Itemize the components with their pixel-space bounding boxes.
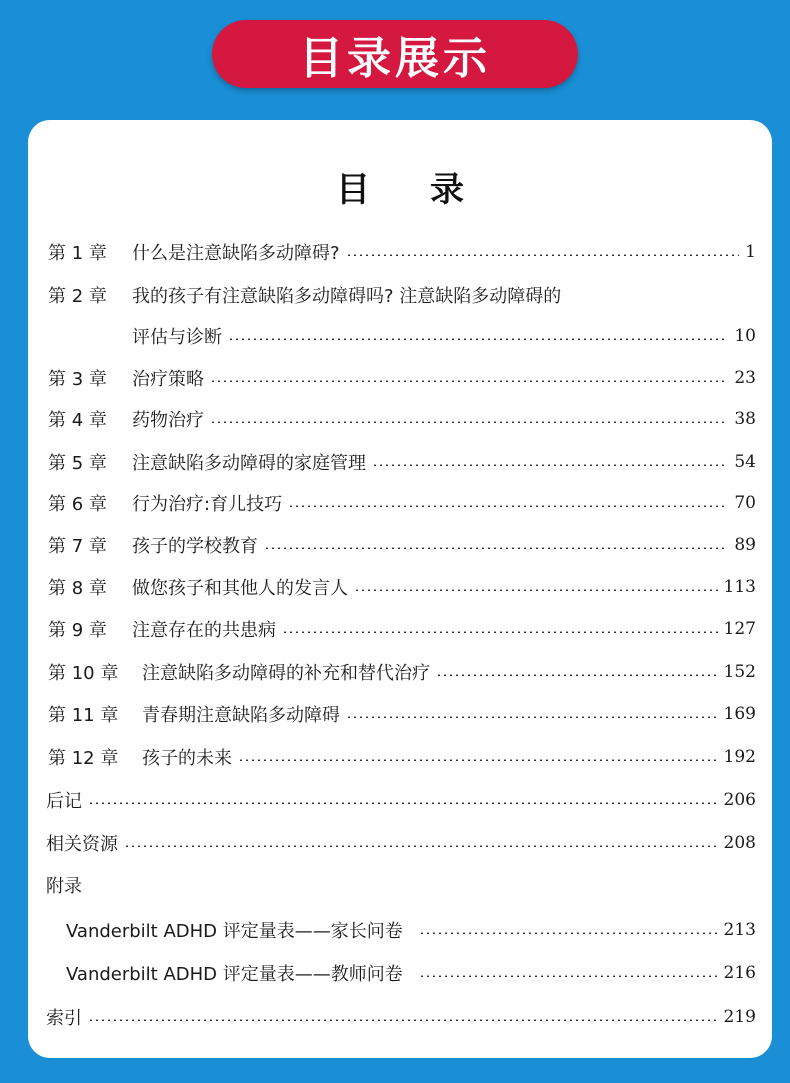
toc-entry: 第 4 章 药物治疗 38 [48,409,756,431]
toc-entry: 第 5 章 注意缺陷多动障碍的家庭管理 54 [48,452,756,474]
toc-entry: 相关资源 208 [46,833,756,855]
toc-entry: 附录 [46,876,82,897]
toc-card [28,120,772,1058]
leader-dots [436,674,718,676]
banner [212,20,578,88]
toc-entry: 第 11 章 青春期注意缺陷多动障碍 169 [48,704,756,726]
leader-dots [88,802,718,804]
toc-entry: 第 6 章 行为治疗:育儿技巧 70 [48,493,756,515]
leader-dots [124,845,718,847]
toc-entry: 第 12 章 孩子的未来 192 [48,747,756,769]
toc-entry: 第 1 章 什么是注意缺陷多动障碍? 1 [48,242,756,264]
leader-dots [354,589,718,591]
toc-entry: 第 8 章 做您孩子和其他人的发言人 113 [48,577,756,599]
leader-dots [282,631,718,633]
toc-entry: 第 9 章 注意存在的共患病 127 [48,619,756,641]
leader-dots [372,464,728,466]
toc-entry: Vanderbilt ADHD 评定量表——家长问卷 213 [66,920,756,942]
toc-entry: 第 3 章 治疗策略 23 [48,368,756,390]
toc-heading: 目 录 [336,170,464,210]
toc-entry: Vanderbilt ADHD 评定量表——教师问卷 216 [66,963,756,985]
toc-entry: 第 10 章 注意缺陷多动障碍的补充和替代治疗 152 [48,662,756,684]
leader-dots [228,338,728,340]
toc-entry: 后记 206 [46,790,756,812]
leader-dots [288,505,728,507]
leader-dots [419,975,718,977]
leader-dots [210,380,728,382]
leader-dots [238,759,718,761]
toc-entry: 第 7 章 孩子的学校教育 89 [48,535,756,557]
leader-dots [88,1019,718,1021]
banner-title: 目录展示 [299,33,491,84]
leader-dots [346,254,740,256]
leader-dots [210,421,728,423]
toc-entry: 第 2 章 我的孩子有注意缺陷多动障碍吗? 注意缺陷多动障碍的 [48,286,562,307]
leader-dots [346,716,718,718]
leader-dots [264,547,728,549]
toc-entry: 索引 219 [46,1007,756,1029]
toc-entry-continued: 评估与诊断 10 [132,326,756,348]
leader-dots [419,932,718,934]
